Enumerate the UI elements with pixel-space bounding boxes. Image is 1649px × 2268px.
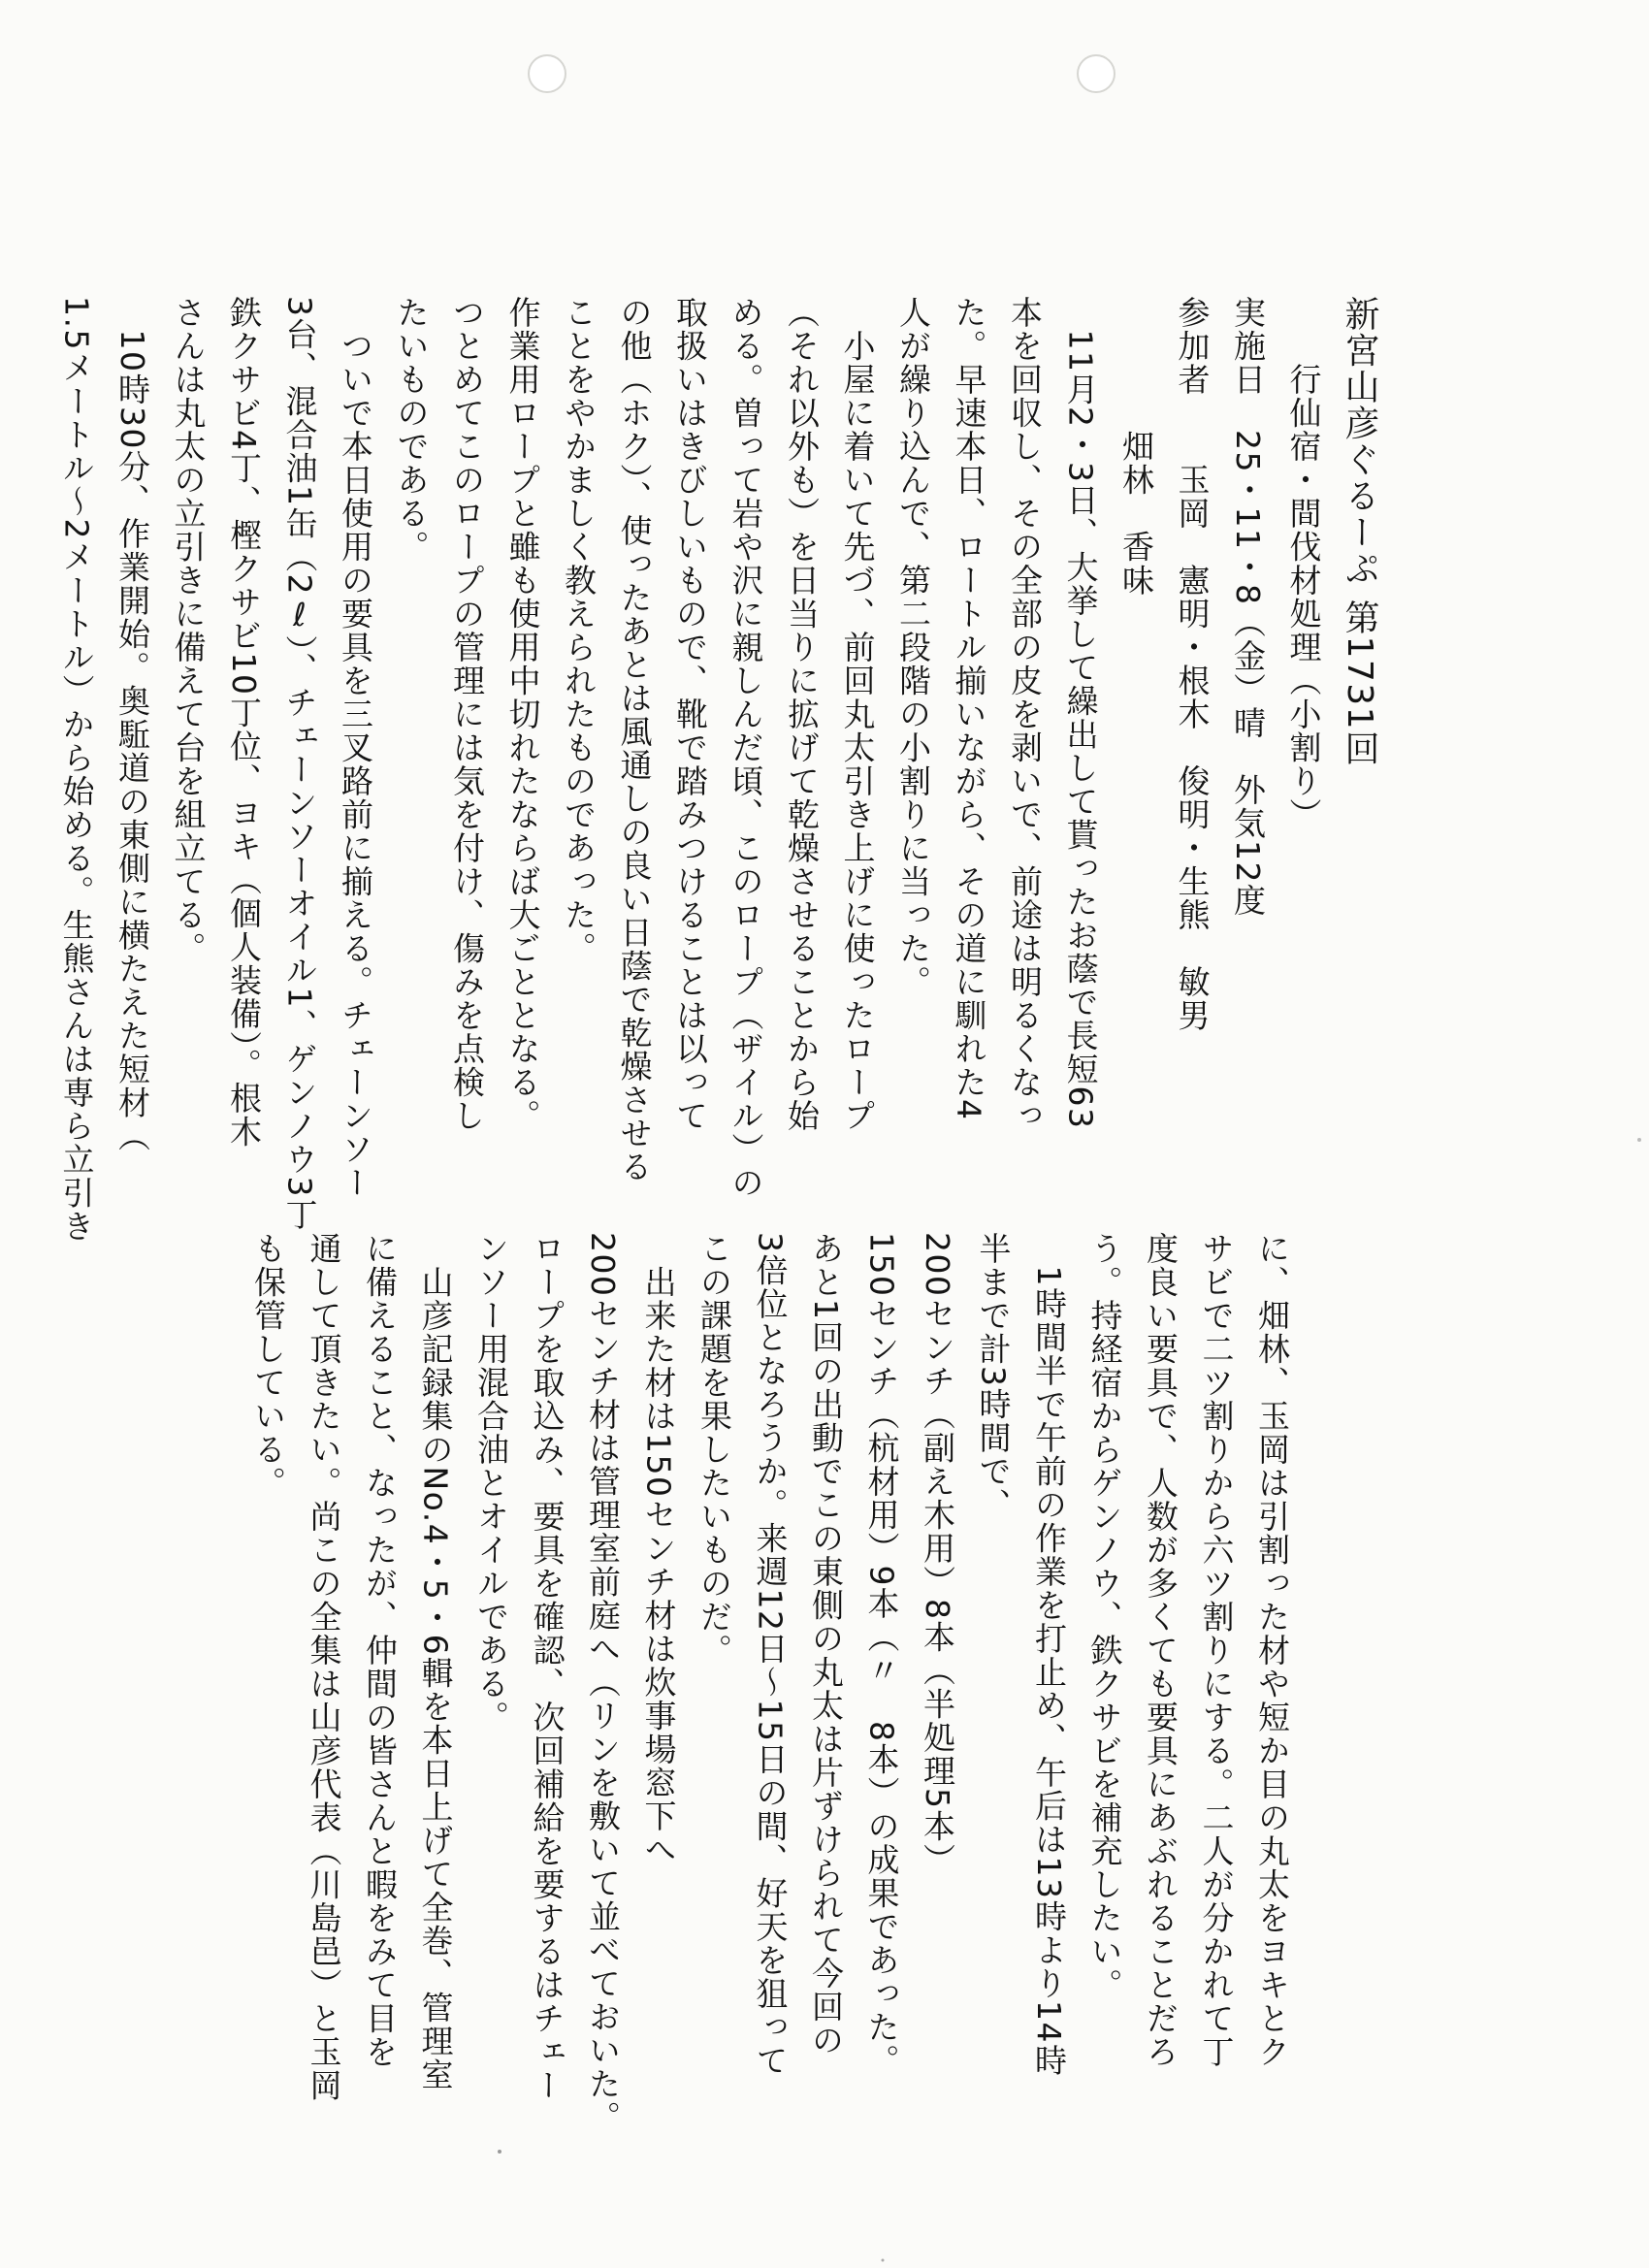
top-block-line: の他（ホク）、使ったあとは風通しの良い日蔭で乾燥させる: [615, 296, 654, 1183]
bottom-block-line: 1時間半で午前の作業を打止め、午后は13時より14時: [1030, 1232, 1068, 2078]
top-block-line: 実施日 25・11・8（金）晴 外気12度: [1229, 296, 1267, 918]
top-block-line: ついで本日使用の要具を三叉路前に揃える。チェーンソー: [337, 296, 374, 1200]
bottom-block-line: ンソー用混合油とオイルである。: [472, 1232, 510, 1734]
top-block-line: た。早速本日、ロートル揃いながら、その道に馴れた4: [950, 296, 988, 1121]
top-block-line: 畑林 香味: [1117, 296, 1155, 598]
bottom-block-line: 半まで計3時間で、: [974, 1232, 1013, 1522]
bottom-block-line: も保管している。: [249, 1232, 287, 1500]
bottom-block-line: に備えること、なったが、仲間の皆さんと暇をみて目を: [361, 1232, 399, 2069]
top-block-line: める。曽って岩や沢に親しんだ頃、このロープ（ザイル）の: [727, 296, 765, 1200]
top-block-line: 小屋に着いて先づ、前回丸太引き上げに使ったロープ: [838, 296, 877, 1133]
bottom-block-line: 通して頂きたい。尚この全集は山彦代表（川島邑）と玉岡: [305, 1232, 343, 2102]
top-block-line: 人が繰り込んで、第二段階の小割りに当った。: [894, 296, 932, 999]
bottom-block-line: ロープを取込み、要具を確認、次回補給を要するはチェー: [528, 1232, 566, 2102]
top-block-line: ことをやかましく教えられたものであった。: [560, 296, 598, 965]
top-block-line: 3台、混合油1缶（2ℓ）、チェーンソーオイル1、ゲンノウ3丁: [280, 296, 319, 1232]
top-block-line: 新宮山彦ぐるーぷ 第1731回: [1340, 296, 1379, 767]
bottom-block-line: 山彦記録集のNo.4・5・6輯を本日上げて全巻、管理室: [416, 1232, 455, 2091]
top-block-line: 行仙宿・間伐材処理（小割り）: [1284, 296, 1323, 831]
bottom-block-line: あと1回の出動でこの東側の丸太は片ずけられて今回の: [807, 1232, 845, 2057]
top-block-line: 作業用ロープと雖も使用中切れたならば大ごととなる。: [503, 296, 542, 1133]
bottom-block-line: 200センチ（副え木用）8本（半処理5本）: [919, 1232, 956, 1877]
bottom-block-line: 200センチ材は管理室前庭へ（リンを敷いて並べておいた。: [584, 1232, 622, 2134]
bottom-block-line: この課題を果したいものだ。: [695, 1232, 733, 1668]
bottom-block-line: 150センチ（杭材用）9本（〃 8本）の成果であった。: [862, 1232, 901, 2078]
bottom-block-line: 出来た材は150センチ材は炊事場窓下へ: [639, 1232, 678, 1866]
top-block-line: つとめてこのロープの管理には気を付け、傷みを点検し: [448, 296, 486, 1133]
top-block-line: たいものである。: [392, 296, 431, 564]
bottom-block-line: サビで二ツ割りから六ツ割りにする。二人が分かれて丁: [1197, 1232, 1236, 2069]
top-block-line: 1.5メートル～2メートル）から始める。生熊さんは専ら立引き: [57, 296, 96, 1244]
top-block-line: 10時30分、作業開始。奥駈道の東側に横たえた短材（: [113, 296, 151, 1153]
top-block-line: （それ以外も）を日当りに拡げて乾燥させることから始: [783, 296, 821, 1133]
top-block-line: 鉄クサビ4丁、樫クサビ10丁位、ヨキ（個人装備）。根木: [225, 296, 263, 1149]
top-block-line: 取扱いはきびしいもので、靴で踏みつけることは以って: [671, 296, 709, 1133]
bottom-block-line: う。持経宿からゲンノウ、鉄クサビを補充したい。: [1085, 1232, 1124, 2002]
bottom-block-line: 3倍位となろうか。来週12日～15日の間、好天を狙って: [751, 1232, 790, 2078]
top-block-line: さんは丸太の立引きに備えて台を組立てる。: [169, 296, 208, 965]
top-block-line: 本を回収し、その全部の皮を剥いで、前途は明るくなっ: [1006, 296, 1044, 1133]
top-block-line: 11月2・3日、大挙して繰出して貰ったお蔭で長短63: [1061, 296, 1100, 1130]
bottom-block-line: 度良い要具で、人数が多くても要具にあぶれることだろ: [1142, 1232, 1180, 2069]
top-block-line: 参加者 玉岡 憲明・根木 俊明・生熊 敏男: [1173, 296, 1212, 1032]
bottom-block-line: に、畑林、玉岡は引割った材や短か目の丸太をヨキとク: [1253, 1232, 1291, 2069]
